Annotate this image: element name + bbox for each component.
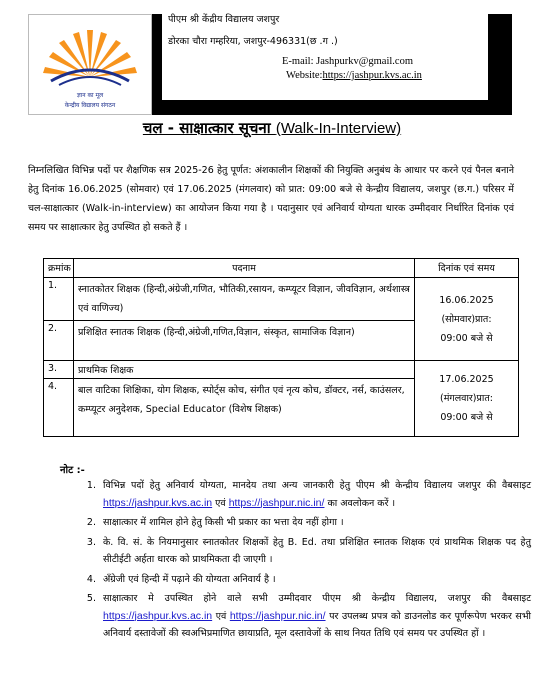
nic-website-link[interactable]: https://jashpur.nic.in/ bbox=[229, 609, 326, 622]
col-header-serial: क्रमांक bbox=[44, 259, 74, 278]
row-serial: 1. bbox=[44, 278, 74, 321]
logo-org-name: केन्द्रीय विद्यालय संगठन bbox=[64, 102, 116, 109]
date-cell-1: 16.06.2025 (सोमवार)प्रात: 09:00 बजे से bbox=[415, 278, 519, 361]
row-serial: 4. bbox=[44, 379, 74, 437]
email-line: E-mail: Jashpurkv@gmail.com bbox=[282, 56, 413, 67]
email-value: Jashpurkv@gmail.com bbox=[316, 56, 413, 67]
school-name: पीएम श्री केंद्रीय विद्यालय जशपुर bbox=[168, 14, 280, 25]
col-header-post: पदनाम bbox=[74, 259, 415, 278]
notes-heading: नोट :- bbox=[60, 465, 85, 476]
website-line: Website:https://jashpur.kvs.ac.in bbox=[286, 70, 422, 81]
kvs-website-link[interactable]: https://jashpur.kvs.ac.in bbox=[103, 609, 213, 622]
logo-motto: ज्ञान का मूल bbox=[76, 92, 104, 99]
table-row bbox=[44, 278, 519, 321]
table-header-row bbox=[44, 259, 519, 278]
note-item: 3. के. वि. सं. के नियमानुसार स्नातकोतर शिक्षकों हेतु B. Ed. तथा प्रशिक्षित स्नातक शिक्षक एवं प्राथमिक शिक्षक पद हेतु सीटीईटी अर्हता धारक को प्राथमिकता दी जाएगी । bbox=[99, 534, 531, 569]
nic-website-link[interactable]: https://jashpur.nic.in/ bbox=[228, 496, 325, 509]
website-link[interactable]: https://jashpur.kvs.ac.in bbox=[322, 70, 422, 81]
row-post: प्राथमिक शिक्षक bbox=[74, 361, 415, 379]
intro-paragraph: निम्नलिखित विभिन्न पदों पर शैक्षणिक सत्र 2025-26 हेतु पूर्णत: अंशकालीन शिक्षकों की नियुक्ति अनुबंध के आधार पर करने एवं पैनल बनाने हेतु दिनांक 16.06.2025 (सोमवार) एवं 17.06.2025 (मंगलवार) को प्रात: 09:00 बजे से केन्द्रीय विद्यालय, जशपुर (छ.ग.) परिसर में चल-साक्षात्कार (Walk-in-interview) का आयोजन किया गया है । पदानुसार एवं अनिवार्य योग्यता धारक उम्मीदवार निर्धारित दिनांक एवं समय पर साक्षात्कार हेतु उपस्थित हो सकते हैं । bbox=[28, 165, 514, 233]
school-address: डोरका चौरा गम्हरिया, जशपुर-496331(छ .ग .) bbox=[168, 36, 338, 47]
table-row bbox=[44, 361, 519, 379]
row-serial: 3. bbox=[44, 361, 74, 379]
posts-table bbox=[43, 258, 519, 437]
row-serial: 2. bbox=[44, 321, 74, 361]
page-title: चल - साक्षात्कार सूचना (Walk-In-Interview) bbox=[142, 119, 402, 137]
col-header-date: दिनांक एवं समय bbox=[415, 259, 519, 278]
note-item: 2. साक्षात्कार में शामिल होने हेतु किसी भी प्रकार का भत्ता देय नहीं होगा । bbox=[99, 514, 531, 532]
sun-rays-icon bbox=[29, 15, 151, 114]
row-post: स्नातकोतर शिक्षक (हिन्दी,अंग्रेजी,गणित, भौतिकी,रसायन, कम्प्यूटर विज्ञान, जीवविज्ञान, अर्थशास्त्र एवं वाणिज्य) bbox=[74, 278, 415, 321]
kvs-logo bbox=[28, 14, 152, 115]
note-item: 5. साक्षात्कार मे उपस्थित होने वाले सभी उम्मीदवार पीएम श्री केन्द्रीय विद्यालय, जशपुर की वैबसाइट https://jashpur.kvs.ac.in एवं https://jashpur.nic.in/ पर उपलब्ध प्रपत्र को डाउनलोड कर पूर्णरूपेण भरकर सभी अनिवार्य दस्तावेजों की स्वअभिप्रमाणित छायाप्रति, मूल दस्तावेजों के साथ नियत तिथि एवं समय पर उपस्थित हों । bbox=[99, 590, 531, 643]
note-item: 4. अँग्रेजी एवं हिन्दी में पढ़ाने की योग्यता अनिवार्य है । bbox=[99, 571, 531, 589]
notes-list bbox=[85, 477, 531, 645]
row-post: बाल वाटिका शिक्षिका, योग शिक्षक, स्पोर्ट्स कोच, संगीत एवं नृत्य कोच, डॉक्टर, नर्स, काउंसलर, कम्प्यूटर अनुदेशक, Special Educator (विशेष शिक्षक) bbox=[74, 379, 415, 437]
kvs-website-link[interactable]: https://jashpur.kvs.ac.in bbox=[103, 496, 213, 509]
note-item: 1. विभिन्न पदों हेतु अनिवार्य योग्यता, मानदेय तथा अन्य जानकारी हेतु पीएम श्री केन्द्रीय विद्यालय जशपुर की वैबसाइट https://jashpur.kvs.ac.in एवं https://jashpur.nic.in/ का अवलोकन करें । bbox=[99, 477, 531, 512]
row-post: प्रशिक्षित स्नातक शिक्षक (हिन्दी,अंग्रेजी,गणित,विज्ञान, संस्कृत, सामाजिक विज्ञान) bbox=[74, 321, 415, 361]
school-details bbox=[162, 8, 488, 100]
date-cell-2: 17.06.2025 (मंगलवार)प्रात: 09:00 बजे से bbox=[415, 361, 519, 437]
